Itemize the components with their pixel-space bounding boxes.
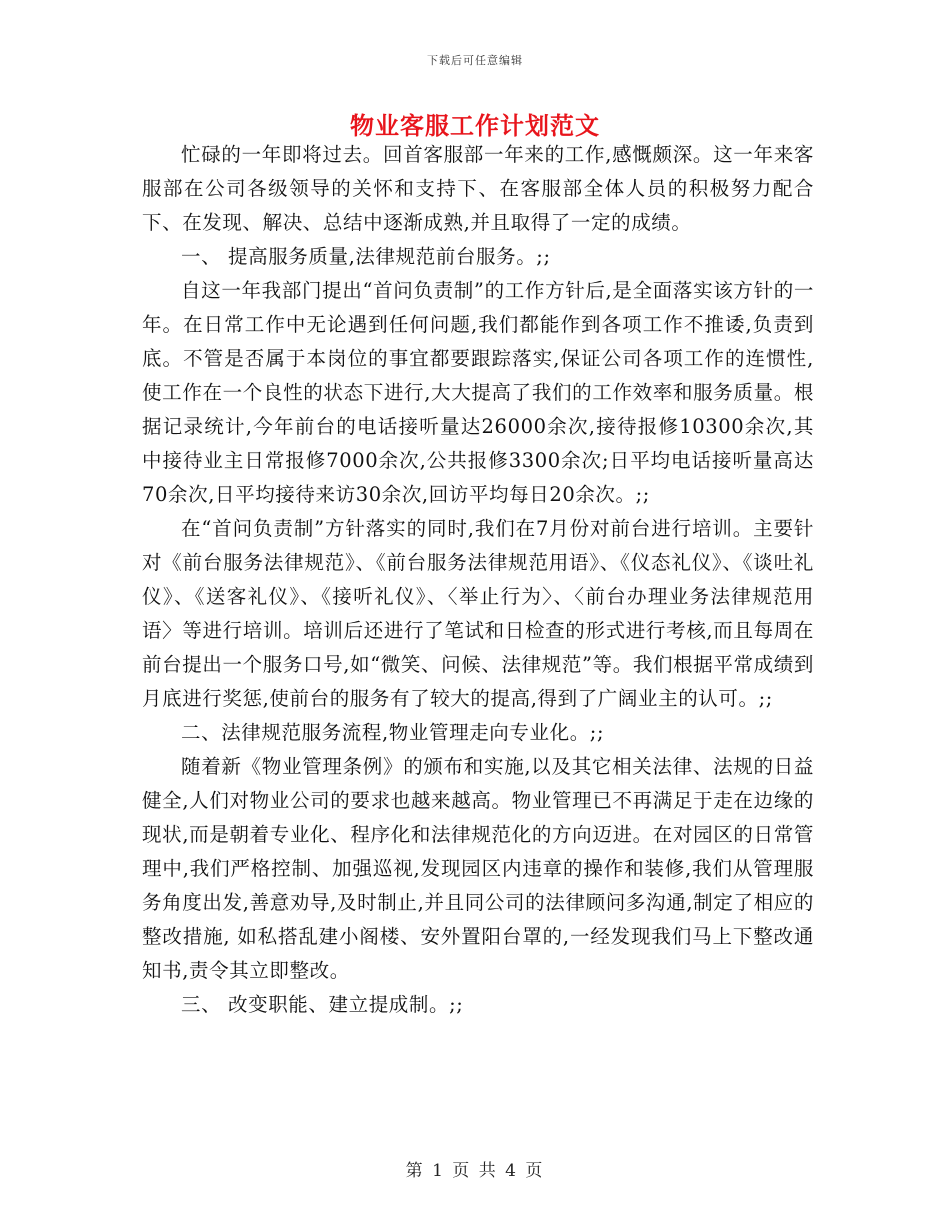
document-title: 物业客服工作计划范文 [350,111,600,140]
section-heading-3: 三、 改变职能、建立提成制。;; [181,993,464,1016]
section-heading-1: 一、 提高服务质量,法律规范前台服务。;; [181,245,551,268]
header-note: 下载后可任意编辑 [427,54,523,67]
section-heading-2: 二、法律规范服务流程,物业管理走向专业化。;; [181,721,605,744]
paragraph-intro: 忙碌的一年即将过去。回首客服部一年来的工作,感慨颇深。这一年来客服部在公司各级领导的关怀和支持下、在客服部全体人员的积极努力配合下、在发现、解决、总结中逐渐成熟,并且取得了一定的成绩。 [142,143,814,234]
page-number: 第 1 页 共 4 页 [405,1161,545,1181]
paragraph-first-responsibility: 自这一年我部门提出“首问负责制”的工作方针后,是全面落实该方针的一年。在日常工作中无论遇到任何问题,我们都能作到各项工作不推诿,负责到底。不管是否属于本岗位的事宜都要跟踪落实,保证公司各项工作的连惯性,使工作在一个良性的状态下进行,大大提高了我们的工作效率和服务质量。根据记录统计,今年前台的电话接听量达26000余次,接待报修10300余次,其中接待业主日常报修7000余次,公共报修3300余次;日平均电话接听量高达70余次,日平均接待来访30余次,回访平均每日20余次。;; [142,279,814,506]
paragraph-training: 在“首问负责制”方针落实的同时,我们在7月份对前台进行培训。主要针对《前台服务法律规范》、《前台服务法律规范用语》、《仪态礼仪》、《谈吐礼仪》、《送客礼仪》、《接听礼仪》、〈举止行为〉、〈前台办理业务法律规范用语〉等进行培训。培训后还进行了笔试和日检查的形式进行考核,而且每周在前台提出一个服务口号,如“微笑、问候、法律规范”等。我们根据平常成绩到月底进行奖惩,使前台的服务有了较大的提高,得到了广阔业主的认可。;; [142,517,814,710]
paragraph-regulation: 随着新《物业管理条例》的颁布和实施,以及其它相关法律、法规的日益健全,人们对物业公司的要求也越来越高。物业管理已不再满足于走在边缘的现状,而是朝着专业化、程序化和法律规范化的方向迈进。在对园区的日常管理中,我们严格控制、加强巡视,发现园区内违章的操作和装修,我们从管理服务角度出发,善意劝导,及时制止,并且同公司的法律顾问多沟通,制定了相应的整改措施, 如私搭乱建小阁楼、安外置阳台罩的,一经发现我们马上下整改通知书,责令其立即整改。 [142,755,814,982]
document-body [142,138,814,1022]
